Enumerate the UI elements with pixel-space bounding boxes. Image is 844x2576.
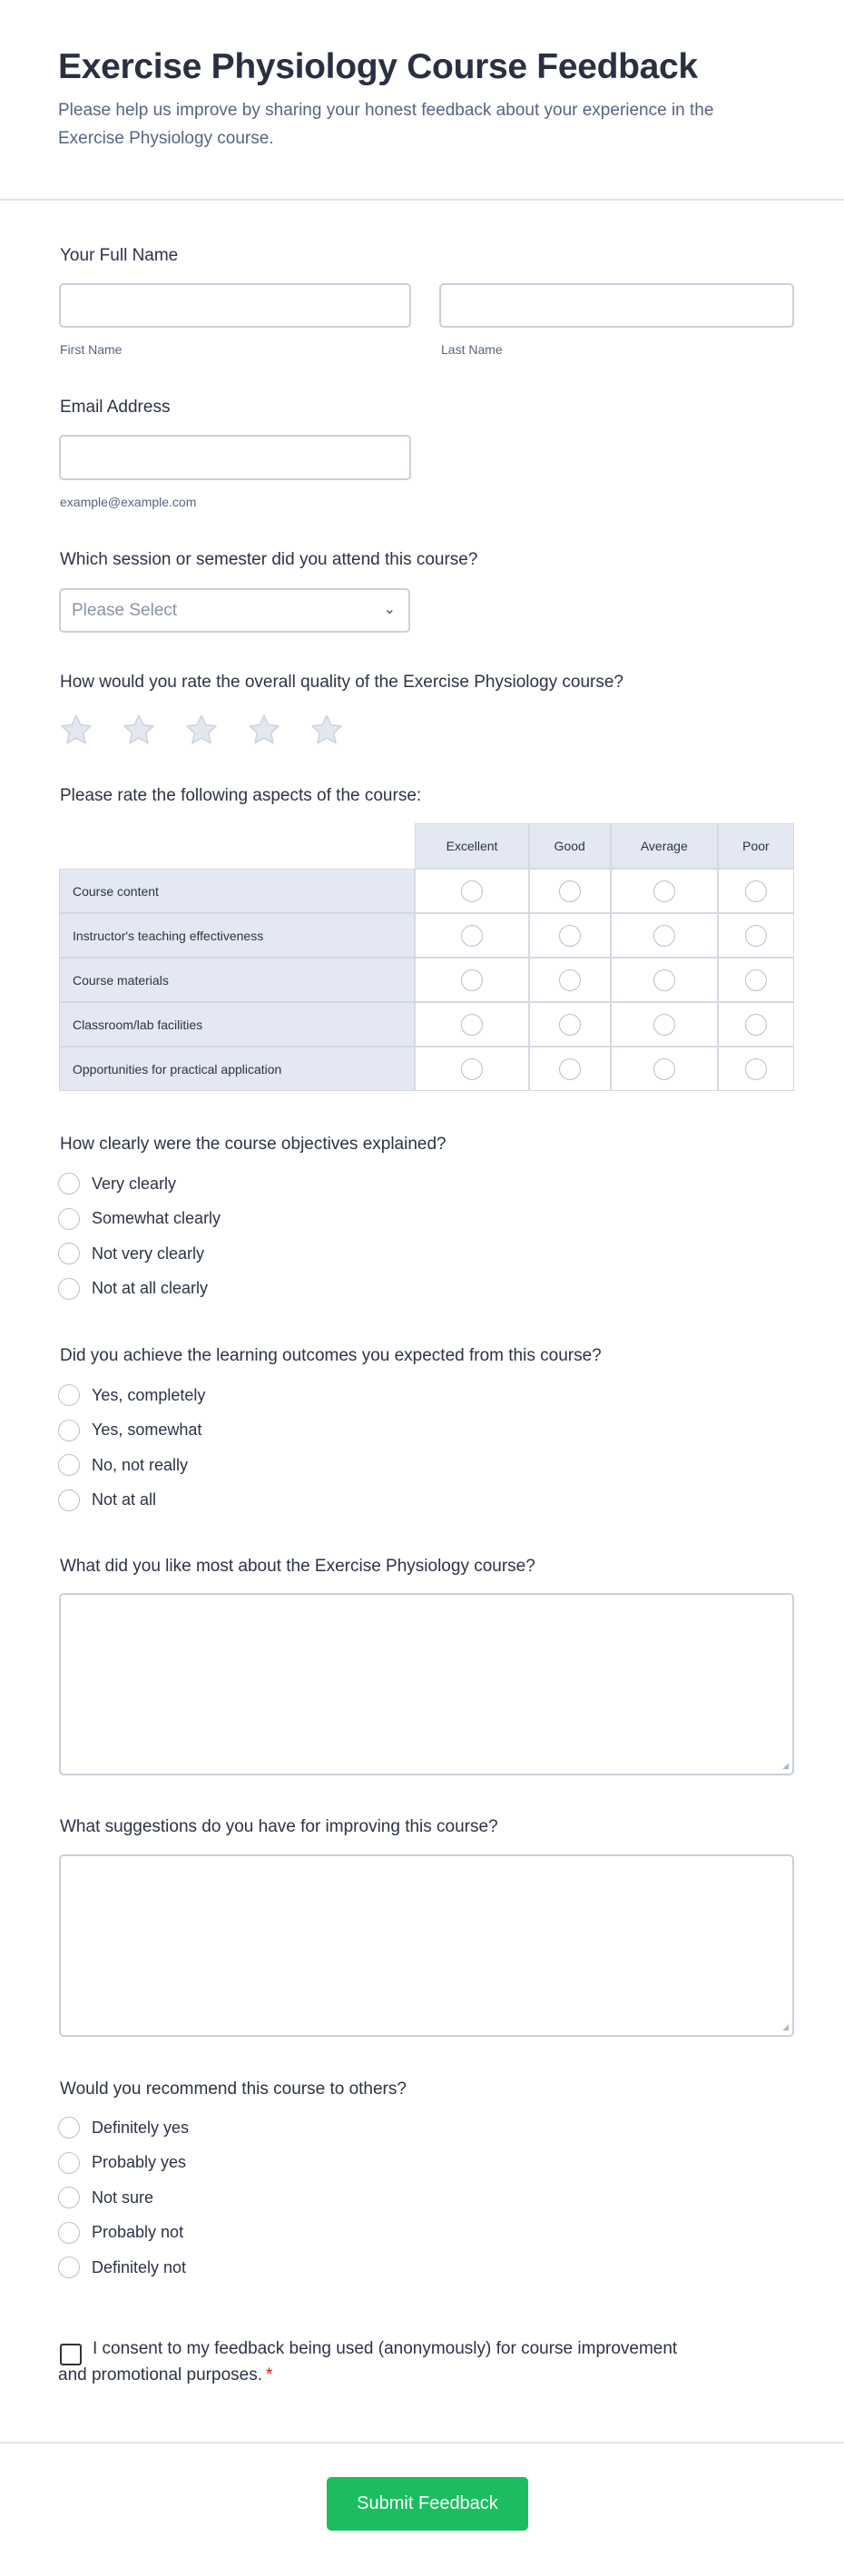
matrix-cell xyxy=(415,913,528,958)
email-label: Email Address xyxy=(60,398,171,417)
radio-button[interactable] xyxy=(58,1454,80,1476)
consent-label[interactable] xyxy=(58,2335,693,2388)
matrix-column-header: Excellent xyxy=(415,823,528,869)
matrix-cell xyxy=(611,869,718,913)
matrix-row-label: Course content xyxy=(59,869,415,913)
suggestions-label: What suggestions do you have for improving this course? xyxy=(60,1817,498,1836)
radio-button[interactable] xyxy=(58,1384,80,1406)
matrix-cell xyxy=(529,869,611,913)
radio-button[interactable] xyxy=(58,1243,80,1264)
matrix-cell xyxy=(718,869,794,913)
star-icon[interactable] xyxy=(247,713,281,746)
matrix-radio[interactable] xyxy=(653,1058,675,1080)
radio-button[interactable] xyxy=(58,1173,80,1195)
first-name-input[interactable] xyxy=(59,283,411,328)
matrix-row-label: Instructor's teaching effectiveness xyxy=(59,913,415,958)
outcomes-option[interactable] xyxy=(58,1490,156,1511)
submit-button[interactable]: Submit Feedback xyxy=(327,2477,528,2531)
objectives-option[interactable] xyxy=(58,1278,208,1300)
page-subtitle: Please help us improve by sharing your honest feedback about your experience in the Exercise Physiology course. xyxy=(58,101,714,148)
radio-button[interactable] xyxy=(58,2256,80,2278)
recommend-option[interactable] xyxy=(58,2222,183,2244)
outcomes-option[interactable] xyxy=(58,1384,205,1406)
matrix-radio[interactable] xyxy=(461,1058,483,1080)
matrix-radio[interactable] xyxy=(653,969,675,991)
liked-textarea[interactable] xyxy=(59,1593,794,1775)
matrix-row xyxy=(59,1002,794,1047)
matrix-column-header: Average xyxy=(611,823,718,869)
liked-label: What did you like most about the Exercise Physiology course? xyxy=(60,1557,535,1576)
first-name-sublabel: First Name xyxy=(60,342,123,357)
star-icon[interactable] xyxy=(122,713,156,746)
matrix-cell xyxy=(529,958,611,1002)
email-sublabel: example@example.com xyxy=(60,495,197,509)
option-label: Yes, somewhat xyxy=(92,1421,202,1439)
matrix-cell xyxy=(611,1047,718,1091)
matrix-radio[interactable] xyxy=(559,1014,581,1036)
matrix-radio[interactable] xyxy=(559,925,581,947)
option-label: Not at all xyxy=(92,1490,157,1509)
matrix-radio[interactable] xyxy=(559,880,581,902)
outcomes-option[interactable] xyxy=(58,1420,201,1441)
matrix-radio[interactable] xyxy=(559,1058,581,1080)
suggestions-textarea[interactable] xyxy=(59,1854,794,2037)
matrix-column-header: Good xyxy=(529,823,611,869)
radio-button[interactable] xyxy=(58,1208,80,1230)
option-label: Not sure xyxy=(92,2188,154,2207)
option-label: Not very clearly xyxy=(92,1244,205,1263)
star-icon[interactable] xyxy=(309,713,344,746)
option-label: Definitely yes xyxy=(92,2118,190,2137)
matrix-cell xyxy=(415,958,528,1002)
star-icon[interactable] xyxy=(184,713,219,746)
option-label: Not at all clearly xyxy=(92,1279,209,1297)
recommend-option[interactable] xyxy=(58,2152,186,2174)
last-name-input[interactable] xyxy=(439,283,794,328)
matrix-radio[interactable] xyxy=(653,1014,675,1036)
option-label: Yes, completely xyxy=(92,1385,206,1404)
option-label: Very clearly xyxy=(92,1174,177,1193)
radio-button[interactable] xyxy=(58,2152,80,2174)
matrix-radio[interactable] xyxy=(745,925,767,947)
option-label: Probably not xyxy=(92,2223,184,2241)
matrix-radio[interactable] xyxy=(461,1014,483,1036)
header-divider xyxy=(0,199,844,201)
star-icon[interactable] xyxy=(59,713,93,746)
email-input[interactable] xyxy=(59,435,411,480)
rating-label: How would you rate the overall quality of the Exercise Physiology course? xyxy=(60,673,623,692)
matrix-cell xyxy=(718,913,794,958)
matrix-cell xyxy=(415,869,528,913)
recommend-option[interactable] xyxy=(58,2117,189,2138)
recommend-option[interactable] xyxy=(58,2256,186,2278)
matrix-radio[interactable] xyxy=(745,1058,767,1080)
recommend-option[interactable] xyxy=(58,2187,153,2208)
radio-button[interactable] xyxy=(58,2222,80,2244)
matrix-row-label: Opportunities for practical application xyxy=(59,1047,415,1091)
option-label: Definitely not xyxy=(92,2257,187,2276)
resize-grip-icon[interactable]: ◢ xyxy=(782,1761,789,1770)
matrix-cell xyxy=(529,1047,611,1091)
matrix-row xyxy=(59,1047,794,1091)
outcomes-option[interactable] xyxy=(58,1454,188,1476)
matrix-cell xyxy=(529,1002,611,1047)
required-mark: * xyxy=(265,2365,273,2384)
matrix-radio[interactable] xyxy=(461,969,483,991)
matrix-cell xyxy=(415,1047,528,1091)
recommend-label: Would you recommend this course to others? xyxy=(60,2079,407,2099)
page-title: Exercise Physiology Course Feedback xyxy=(58,47,698,86)
matrix-radio[interactable] xyxy=(745,1014,767,1036)
objectives-option[interactable] xyxy=(58,1243,204,1264)
matrix-radio[interactable] xyxy=(745,969,767,991)
radio-button[interactable] xyxy=(58,1278,80,1300)
matrix-row-label: Course materials xyxy=(59,958,415,1002)
session-label: Which session or semester did you attend this course? xyxy=(60,550,478,569)
session-placeholder: Please Select xyxy=(72,601,178,620)
resize-grip-icon[interactable]: ◢ xyxy=(782,2022,789,2031)
chevron-down-icon: ⌄ xyxy=(383,602,396,617)
matrix-cell xyxy=(718,1047,794,1091)
session-select[interactable] xyxy=(59,588,410,633)
objectives-option[interactable] xyxy=(58,1173,176,1195)
matrix-label: Please rate the following aspects of the course: xyxy=(60,786,422,805)
matrix-radio[interactable] xyxy=(461,925,483,947)
radio-button[interactable] xyxy=(58,2117,80,2138)
footer-divider xyxy=(0,2442,844,2443)
outcomes-label: Did you achieve the learning outcomes you expected from this course? xyxy=(60,1346,602,1365)
matrix-radio[interactable] xyxy=(461,880,483,902)
rating-matrix xyxy=(59,823,794,1091)
objectives-label: How clearly were the course objectives explained? xyxy=(60,1135,447,1154)
last-name-sublabel: Last Name xyxy=(441,342,503,357)
radio-button[interactable] xyxy=(58,1420,80,1441)
matrix-radio[interactable] xyxy=(653,880,675,902)
matrix-cell xyxy=(611,958,718,1002)
option-label: No, not really xyxy=(92,1455,189,1474)
matrix-cell xyxy=(718,958,794,1002)
matrix-corner xyxy=(59,823,415,869)
radio-button[interactable] xyxy=(58,2187,80,2208)
matrix-cell xyxy=(611,1002,718,1047)
objectives-option[interactable] xyxy=(58,1208,221,1230)
matrix-radio[interactable] xyxy=(559,969,581,991)
radio-button[interactable] xyxy=(58,1490,80,1511)
matrix-cell xyxy=(415,1002,528,1047)
matrix-row-label: Classroom/lab facilities xyxy=(59,1002,415,1047)
consent-text: I consent to my feedback being used (anonymously) for course improvement and promotional purposes. xyxy=(58,2339,678,2384)
matrix-radio[interactable] xyxy=(653,925,675,947)
matrix-radio[interactable] xyxy=(745,880,767,902)
matrix-row xyxy=(59,869,794,913)
matrix-column-header: Poor xyxy=(718,823,794,869)
matrix-cell xyxy=(611,913,718,958)
matrix-cell xyxy=(529,913,611,958)
matrix-row xyxy=(59,958,794,1002)
full-name-label: Your Full Name xyxy=(60,246,179,265)
matrix-cell xyxy=(718,1002,794,1047)
matrix-row xyxy=(59,913,794,958)
option-label: Probably yes xyxy=(92,2153,187,2171)
option-label: Somewhat clearly xyxy=(92,1209,221,1227)
